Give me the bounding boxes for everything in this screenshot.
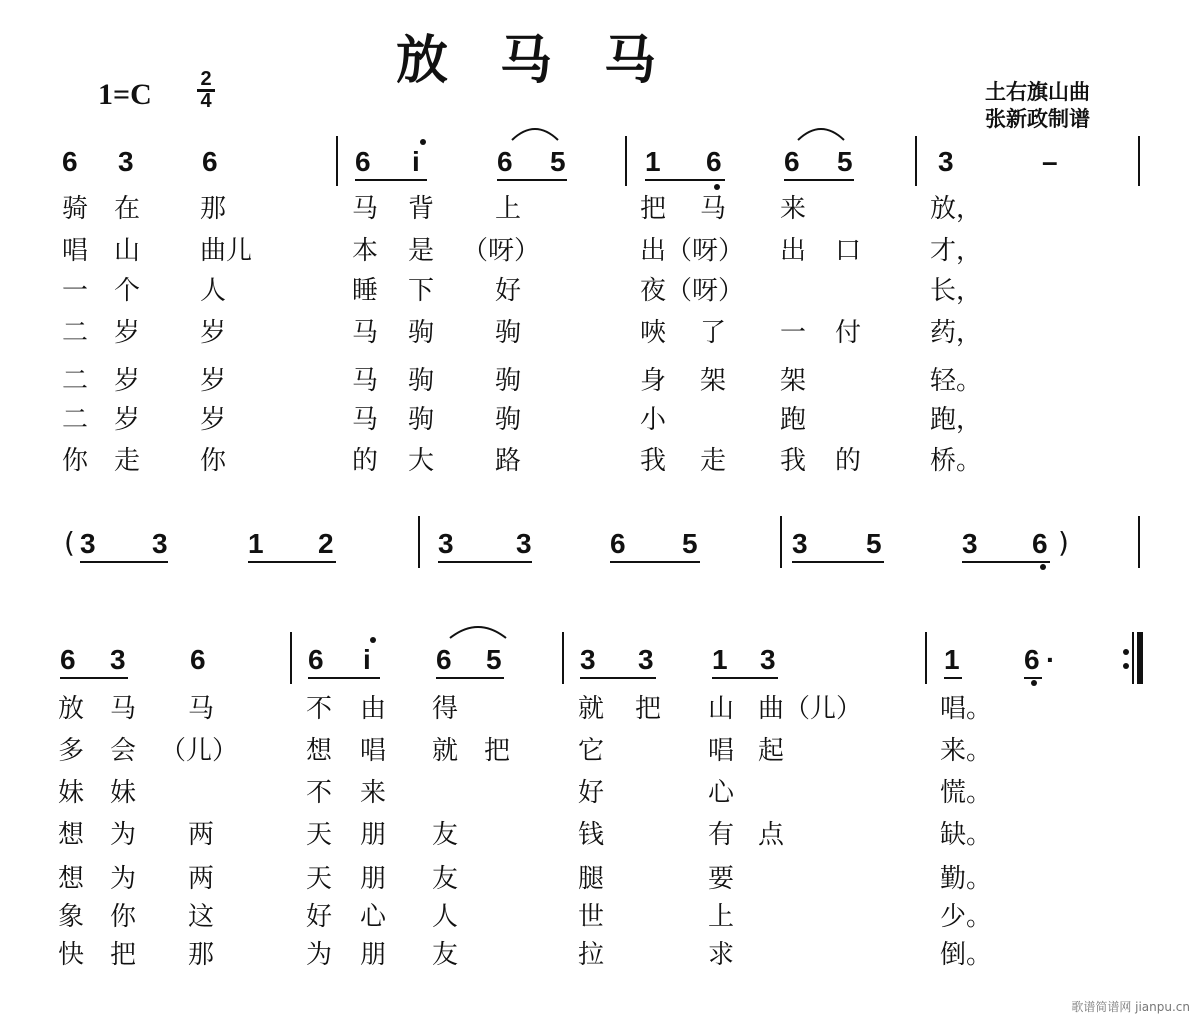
note: 3 — [152, 528, 168, 559]
lyric-char: 二 — [62, 318, 89, 348]
note: 3 — [580, 644, 596, 675]
lyric-char: 药， — [930, 318, 983, 348]
lyric-char: 马 — [110, 694, 137, 724]
lyric-char: 为 — [110, 864, 137, 894]
lyric-char: 为 — [306, 940, 333, 970]
lyric-char: 夜（呀） — [640, 276, 745, 306]
bar-line — [418, 516, 420, 568]
lyric-char: 求 — [708, 940, 735, 970]
lyric-char: 唱 — [360, 736, 387, 766]
lyric-char: 快 — [58, 940, 85, 970]
lyric-char: 我 — [640, 446, 667, 476]
lyric-char: 心 — [360, 902, 387, 932]
note: 1 — [248, 528, 264, 559]
underline-beam — [436, 677, 504, 679]
note: i — [363, 644, 371, 675]
lyric-char: 马 — [352, 405, 379, 435]
lyric-char: 把 — [484, 736, 511, 766]
lyric-char: 在 — [114, 194, 141, 224]
lyric-char: 朋 — [360, 864, 387, 894]
lyric-char: 唱。 — [940, 694, 993, 724]
lyric-char: 马 — [188, 694, 215, 724]
lyric-char: 驹 — [495, 366, 522, 396]
note: 6 — [60, 644, 76, 675]
lyric-char: 唱 — [62, 236, 89, 266]
lyric-char: 好 — [495, 276, 522, 306]
lyric-char: 岁 — [200, 405, 227, 435]
underline-beam — [944, 677, 962, 679]
note: 5 — [486, 644, 502, 675]
lyric-char: 不 — [306, 694, 333, 724]
note: 5 — [550, 146, 566, 177]
lyric-char: 山 — [708, 694, 735, 724]
lyric-char: 轻。 — [930, 366, 983, 396]
lyric-char: 友 — [432, 940, 459, 970]
augmentation-dot: · — [1046, 644, 1056, 675]
dash-hold: – — [1042, 146, 1058, 177]
lyric-char: 那 — [200, 194, 227, 224]
note: 3 — [516, 528, 532, 559]
open-paren: ( — [64, 526, 75, 559]
lyric-char: 放， — [930, 194, 983, 224]
underline-beam — [308, 677, 380, 679]
lyric-char: 想 — [306, 736, 333, 766]
repeat-dot — [1123, 663, 1129, 669]
note: 5 — [866, 528, 882, 559]
lyric-char: 好 — [578, 778, 605, 808]
lyric-char: 有 — [708, 820, 735, 850]
note: 6 — [436, 644, 452, 675]
note: 6 — [1024, 644, 1040, 675]
note: 6 — [610, 528, 626, 559]
lyric-char: 人 — [432, 902, 459, 932]
lyric-char: 把 — [635, 694, 662, 724]
time-signature — [196, 70, 216, 111]
credit-source: 土右旗山曲 — [985, 80, 1090, 104]
lyric-char: 马 — [700, 194, 727, 224]
time-signature-top: 2 — [200, 68, 212, 90]
bar-line — [915, 136, 917, 186]
lyric-char: 友 — [432, 864, 459, 894]
lyric-char: 桥。 — [930, 446, 983, 476]
lyric-char: 出（呀） — [640, 236, 745, 266]
lyric-char: 曲儿 — [200, 236, 253, 266]
bar-line — [290, 632, 292, 684]
note: 3 — [792, 528, 808, 559]
note: 6 — [355, 146, 371, 177]
lyric-char: 钱 — [578, 820, 605, 850]
lyric-char: 个 — [114, 276, 141, 306]
lyric-char: 跑 — [780, 405, 807, 435]
lyric-char: 朋 — [360, 940, 387, 970]
lyric-char: 跑， — [930, 405, 983, 435]
lyric-char: 驹 — [495, 405, 522, 435]
high-octave-dot — [370, 637, 376, 643]
high-octave-dot — [420, 139, 426, 145]
note: i — [412, 146, 420, 177]
lyric-char: 少。 — [940, 902, 993, 932]
repeat-bar-line-thick — [1137, 632, 1143, 684]
note: 2 — [318, 528, 334, 559]
underline-beam — [497, 179, 567, 181]
lyric-char: 马 — [352, 318, 379, 348]
time-signature-bottom: 4 — [200, 90, 212, 112]
close-paren: ) — [1058, 526, 1069, 559]
lyric-char: 唊 — [640, 318, 667, 348]
lyric-char: 妹 — [58, 778, 85, 808]
lyric-char: 走 — [114, 446, 141, 476]
lyric-char: 来。 — [940, 736, 993, 766]
lyric-char: 两 — [188, 864, 215, 894]
lyric-char: 会 — [110, 736, 137, 766]
slur-arc — [448, 622, 508, 640]
note: 3 — [110, 644, 126, 675]
lyric-char: 人 — [200, 276, 227, 306]
note: 3 — [438, 528, 454, 559]
lyric-char: 长， — [930, 276, 983, 306]
lyric-char: 二 — [62, 405, 89, 435]
lyric-char: 唱 — [708, 736, 735, 766]
underline-beam — [712, 677, 778, 679]
lyric-char: 两 — [188, 820, 215, 850]
note: 6 — [308, 644, 324, 675]
bar-line — [625, 136, 627, 186]
lyric-char: 上 — [708, 902, 735, 932]
note: 5 — [837, 146, 853, 177]
note: 6 — [497, 146, 513, 177]
lyric-char: 倒。 — [940, 940, 993, 970]
lyric-char: 多 — [58, 736, 85, 766]
underline-beam — [80, 561, 168, 563]
site-watermark: 歌谱简谱网 jianpu.cn — [1071, 1000, 1190, 1014]
lyric-char: 的 — [835, 446, 862, 476]
lyric-char: （呀） — [462, 236, 541, 266]
lyric-char: 你 — [200, 446, 227, 476]
lyric-char: 骑 — [62, 194, 89, 224]
repeat-bar-line-thin — [1132, 632, 1134, 684]
lyric-char: 把 — [110, 940, 137, 970]
lyric-char: 山 — [114, 236, 141, 266]
note: 6 — [706, 146, 722, 177]
underline-beam — [60, 677, 128, 679]
note: 6 — [1032, 528, 1048, 559]
lyric-char: 把 — [640, 194, 667, 224]
lyric-char: 朋 — [360, 820, 387, 850]
credit-transcriber: 张新政制谱 — [985, 107, 1090, 131]
lyric-char: 睡 — [352, 276, 379, 306]
song-title: 放 马 马 — [396, 30, 657, 91]
bar-line — [1138, 516, 1140, 568]
lyric-char: 身 — [640, 366, 667, 396]
lyric-char: 我 — [780, 446, 807, 476]
lyric-char: 架 — [700, 366, 727, 396]
lyric-char: 驹 — [495, 318, 522, 348]
lyric-char: 上 — [495, 194, 522, 224]
note: 6 — [190, 644, 206, 675]
lyric-char: 一 — [780, 318, 807, 348]
lyric-char: 小 — [640, 405, 667, 435]
lyric-char: 起 — [758, 736, 785, 766]
lyric-char: 妹 — [110, 778, 137, 808]
underline-beam — [645, 179, 725, 181]
lyric-char: 你 — [110, 902, 137, 932]
lyric-char: 岁 — [114, 366, 141, 396]
lyric-char: 想 — [58, 820, 85, 850]
lyric-char: 才， — [930, 236, 983, 266]
lyric-char: 就 — [578, 694, 605, 724]
lyric-char: 驹 — [408, 366, 435, 396]
slur-arc — [796, 124, 846, 142]
bar-line — [336, 136, 338, 186]
lyric-char: 由 — [360, 694, 387, 724]
lyric-char: 世 — [578, 902, 605, 932]
bar-line — [925, 632, 927, 684]
underline-beam — [438, 561, 532, 563]
lyric-char: 不 — [306, 778, 333, 808]
lyric-char: 它 — [578, 736, 605, 766]
lyric-char: 驹 — [408, 318, 435, 348]
lyric-char: 友 — [432, 820, 459, 850]
lyric-char: 岁 — [114, 405, 141, 435]
lyric-char: 缺。 — [940, 820, 993, 850]
lyric-char: 马 — [352, 366, 379, 396]
lyric-char: 好 — [306, 902, 333, 932]
key-signature: 1=C — [98, 78, 152, 111]
lyric-char: 这 — [188, 902, 215, 932]
lyric-char: 慌。 — [940, 778, 993, 808]
lyric-char: 想 — [58, 864, 85, 894]
underline-beam — [355, 179, 427, 181]
lyric-char: 走 — [700, 446, 727, 476]
lyric-char: 放 — [58, 694, 85, 724]
lyric-char: 下 — [408, 276, 435, 306]
lyric-char: 出 — [780, 236, 807, 266]
lyric-char: 就 — [432, 736, 459, 766]
underline-beam — [792, 561, 884, 563]
lyric-char: 来 — [360, 778, 387, 808]
lyric-char: 天 — [306, 864, 333, 894]
underline-beam — [610, 561, 700, 563]
lyric-char: 是 — [408, 236, 435, 266]
note: 3 — [760, 644, 776, 675]
bar-line — [780, 516, 782, 568]
underline-beam — [580, 677, 656, 679]
lyric-char: 曲（儿） — [758, 694, 863, 724]
lyric-char: 那 — [188, 940, 215, 970]
lyric-char: 你 — [62, 446, 89, 476]
lyric-char: 口 — [835, 236, 862, 266]
lyric-char: 要 — [708, 864, 735, 894]
lyric-char: 背 — [408, 194, 435, 224]
lyric-char: 本 — [352, 236, 379, 266]
lyric-char: 岁 — [200, 318, 227, 348]
underline-beam — [1024, 677, 1042, 679]
slur-arc — [510, 124, 560, 142]
lyric-char: 腿 — [578, 864, 605, 894]
lyric-char: 为 — [110, 820, 137, 850]
lyric-char: 架 — [780, 366, 807, 396]
underline-beam — [962, 561, 1050, 563]
underline-beam — [248, 561, 336, 563]
low-octave-dot — [1031, 680, 1037, 686]
note: 3 — [938, 146, 954, 177]
note: 1 — [645, 146, 661, 177]
low-octave-dot — [1040, 564, 1046, 570]
lyric-char: 象 — [58, 902, 85, 932]
lyric-char: 驹 — [408, 405, 435, 435]
lyric-char: 大 — [408, 446, 435, 476]
bar-line — [562, 632, 564, 684]
lyric-char: 马 — [352, 194, 379, 224]
lyric-char: 了 — [700, 318, 727, 348]
note: 3 — [962, 528, 978, 559]
note: 6 — [784, 146, 800, 177]
lyric-char: 岁 — [200, 366, 227, 396]
lyric-char: （儿） — [160, 736, 239, 766]
lyric-char: 付 — [835, 318, 862, 348]
lyric-char: 天 — [306, 820, 333, 850]
note: 6 — [62, 146, 78, 177]
note: 5 — [682, 528, 698, 559]
bar-line — [1138, 136, 1140, 186]
lyric-char: 的 — [352, 446, 379, 476]
note: 3 — [80, 528, 96, 559]
repeat-dot — [1123, 649, 1129, 655]
lyric-char: 路 — [495, 446, 522, 476]
note: 1 — [712, 644, 728, 675]
lyric-char: 拉 — [578, 940, 605, 970]
underline-beam — [784, 179, 854, 181]
note: 6 — [202, 146, 218, 177]
lyric-char: 来 — [780, 194, 807, 224]
note: 1 — [944, 644, 960, 675]
lyric-char: 得 — [432, 694, 459, 724]
lyric-char: 岁 — [114, 318, 141, 348]
note: 3 — [118, 146, 134, 177]
lyric-char: 勤。 — [940, 864, 993, 894]
lyric-char: 点 — [758, 820, 785, 850]
lyric-char: 一 — [62, 276, 89, 306]
lyric-char: 心 — [708, 778, 735, 808]
lyric-char: 二 — [62, 366, 89, 396]
note: 3 — [638, 644, 654, 675]
